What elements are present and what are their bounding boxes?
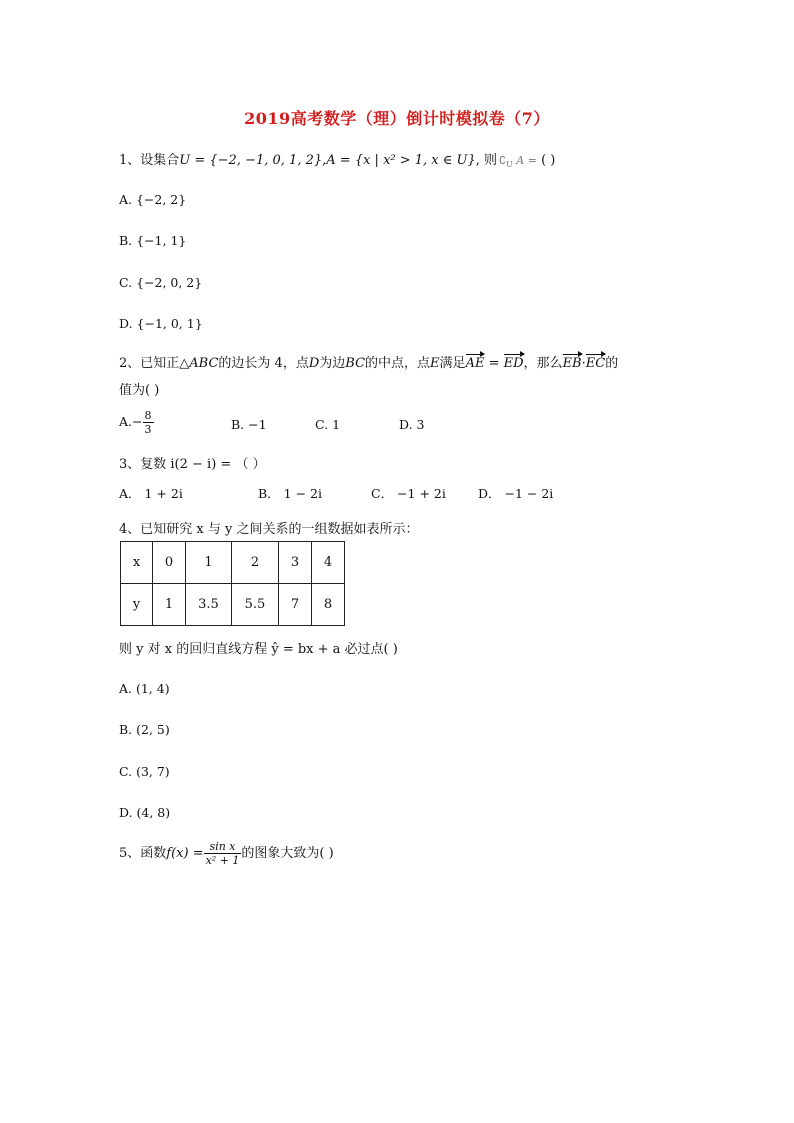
- q1-then: , 则: [475, 153, 498, 168]
- q4-option-b: B. (2, 5): [119, 722, 170, 737]
- fraction: $\frac{\text{sin x}}{\text{x² + 1}}$: [205, 840, 240, 867]
- table-row: [121, 584, 345, 626]
- vector-ae: AE: [465, 356, 485, 371]
- question-2-stem-line2: 值为( ): [119, 383, 160, 398]
- question-3-stem: 3、复数 i(2 − i) = （ ）: [119, 457, 266, 472]
- q2-option-b: B. −1: [231, 417, 267, 432]
- question-4-stem: 4、已知研究 x 与 y 之间关系的一组数据如表所示：: [119, 522, 419, 537]
- page-title: 2019高考数学（理）倒计时模拟卷（7）: [244, 109, 550, 128]
- table-cell: 5.5: [232, 584, 279, 626]
- q1-option-c: C. {−2, 0, 2}: [119, 275, 203, 290]
- table-cell: 4: [312, 542, 345, 584]
- q1-set-a: A = {x | x² > 1, x ∈ U}: [326, 153, 476, 168]
- table-row: [121, 542, 345, 584]
- q3-option-d: D． −1 − 2i: [478, 486, 554, 501]
- q1-sep: ,: [322, 153, 327, 168]
- table-cell: 3.5: [186, 584, 232, 626]
- question-1-stem: [119, 149, 555, 169]
- q4-option-d: D. (4, 8): [119, 805, 171, 820]
- q2-option-a: A.− $\frac{8}{3}$: [119, 409, 152, 436]
- q1-option-b: B. {−1, 1}: [119, 233, 187, 248]
- question-2-stem: 2、已知正△ABC的边长为 4，点D为边BC的中点，点E满足AE = ED，那么EB·EC的: [119, 356, 619, 371]
- q1-option-a: A. {−2, 2}: [119, 192, 187, 207]
- table-cell: 0: [153, 542, 186, 584]
- q1-set-u: U = {−2, −1, 0, 1, 2}: [179, 153, 323, 168]
- table-cell: x: [121, 542, 153, 584]
- vector-ed: ED: [503, 356, 524, 371]
- q2-option-c: C. 1: [315, 417, 341, 432]
- q3-option-a: A． 1 + 2i: [119, 486, 183, 501]
- table-cell: 8: [312, 584, 345, 626]
- complement-icon: $∁_U$ A =: [499, 154, 537, 170]
- table-cell: 3: [279, 542, 312, 584]
- fraction: $\frac{8}{3}$: [144, 409, 152, 436]
- q1-answer-paren: ( ): [541, 153, 556, 168]
- q3-option-c: C． −1 + 2i: [371, 486, 446, 501]
- table-cell: 2: [232, 542, 279, 584]
- table-cell: 1: [153, 584, 186, 626]
- q1-option-d: D. {−1, 0, 1}: [119, 316, 203, 331]
- q2-option-d: D. 3: [399, 417, 425, 432]
- vector-eb: EB: [562, 356, 582, 371]
- table-cell: 1: [186, 542, 232, 584]
- q4-option-a: A. (1, 4): [119, 681, 170, 696]
- table-cell: 7: [279, 584, 312, 626]
- q3-option-b: B． 1 − 2i: [258, 486, 322, 501]
- vector-ec: EC: [585, 356, 606, 371]
- q4-option-c: C. (3, 7): [119, 764, 170, 779]
- question-5-stem: 5、函数f(x) = $\frac{\text{sin x}}{\text{x² + 1}}$ 的图象大致为( ): [119, 840, 334, 867]
- table-cell: y: [121, 584, 153, 626]
- data-table: [120, 541, 345, 626]
- q1-prefix: 1、设集合: [119, 153, 180, 168]
- question-4-follow-up: 则 y 对 x 的回归直线方程 ŷ = bx + a 必过点( ): [119, 642, 398, 657]
